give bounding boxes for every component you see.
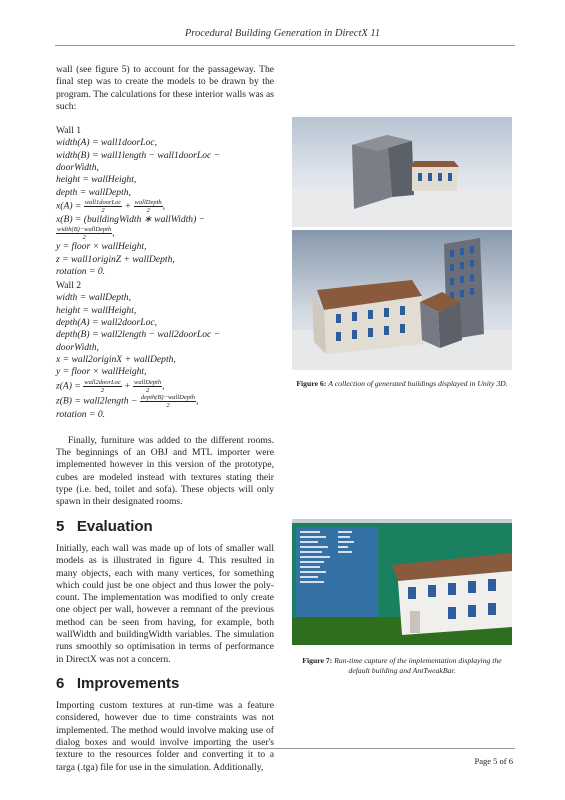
wall2-line: y = floor × wallHeight, — [56, 366, 147, 378]
wall1-line: depth = wallDepth, — [56, 186, 131, 198]
improvements-paragraph: Importing custom textures at run-time was a feature considered, however due to time constraints was not implemented. The method would involve making use of dialog boxes and would involve importing the user's texture to the resources folder and converting it to a targa (.tga) file for use in the simulation. Additionally, — [56, 700, 274, 773]
left-column — [56, 64, 274, 774]
figure-6-image-bottom — [292, 230, 512, 370]
furniture-paragraph: Finally, furniture was added to the different rooms. The beginnings of an OBJ and MTL importer were implemented however in this version of the prototype, cubes are modeled instead with textures stating their type (i.e. bed, toilet and sofa). These objects will only spawn in their designated rooms. — [56, 434, 274, 508]
section-heading-evaluation: 5 Evaluation — [56, 517, 153, 535]
running-header: Procedural Building Generation in DirectX 11 — [184, 28, 381, 39]
wall2-line: depth(B) = wall2length − wall2doorLoc − — [56, 329, 221, 341]
wall1-xB: x(B) = (buildingWidth ∗ wallWidth) − — [56, 213, 206, 225]
figure-7-image — [292, 519, 512, 645]
figure-7 — [292, 519, 512, 675]
figure-6-image-top — [292, 117, 512, 227]
section-heading-improvements: 6 Improvements — [56, 674, 180, 692]
figure-6-caption: Figure 6: A collection of generated buildings displayed in Unity 3D. — [296, 379, 508, 388]
header-rule — [55, 45, 515, 46]
footer-rule — [55, 748, 515, 749]
wall2-line: height = wallHeight, — [56, 304, 137, 316]
wall2-heading: Wall 2 — [56, 280, 82, 292]
wall1-line: width(A) = wall1doorLoc, — [56, 137, 158, 149]
wall2-line: width = wallDepth, — [56, 292, 131, 304]
wall1-line: z = wall1originZ + wallDepth, — [56, 253, 175, 265]
evaluation-paragraph: Initially, each wall was made up of lots of smaller wall models as is illustrated in figure 4. This resulted in many objects, each with many vertices, for something which could just be one object and thus lower the poly-count. The implementation was modified to only create one object per wall, however a remnant of the previous method can be seen from having, for example, both wallWidth and buildingWidth variables. The simulation runs smoothly so optimisation in terms of performance in DirectX was not a concern. — [56, 542, 274, 665]
wall2-block — [56, 280, 274, 421]
wall2-rotation: rotation = 0. — [56, 408, 106, 420]
intro-paragraph: wall (see figure 5) to account for the passageway. The final step was to create the models to be drawn by the program. The calculations for these interior walls was as such: — [56, 64, 274, 112]
wall1-line: width(B) = wall1length − wall1doorLoc − — [56, 149, 221, 161]
wall1-xA: x(A) = $\frac{\text{wall1doorLoc}}{2}$ + $\frac{\text{wallDepth}}{2}$ , — [56, 198, 166, 214]
wall1-line: y = floor × wallHeight, — [56, 241, 147, 253]
wall1-line: height = wallHeight, — [56, 174, 137, 186]
wall1-xB-frac: $\frac{\text{width(B)−wallDepth}}{2}$ , — [57, 226, 115, 242]
wall1-block — [56, 125, 274, 278]
wall2-line: doorWidth, — [56, 341, 99, 353]
wall1-line: doorWidth, — [56, 162, 99, 174]
wall2-zA: z(A) = $\frac{\text{wall2doorLoc}}{2}$ + $\frac{\text{wallDepth}}{2}$ , — [56, 378, 165, 394]
wall2-line: depth(A) = wall2doorLoc, — [56, 317, 158, 329]
page-number: Page 5 of 6 — [474, 756, 513, 766]
wall1-heading: Wall 1 — [56, 125, 82, 137]
wall2-zB: z(B) = wall2length − $\frac{\text{depth(B)−wallDepth}}{2}$ , — [56, 393, 199, 409]
wall2-line: x = wall2originX + wallDepth, — [56, 353, 176, 365]
wall1-line: rotation = 0. — [56, 265, 106, 277]
figure-7-caption: Figure 7: Run-time capture of the implementation displaying the default building and AntTweakBar. — [302, 656, 502, 675]
figure-6 — [292, 117, 512, 389]
